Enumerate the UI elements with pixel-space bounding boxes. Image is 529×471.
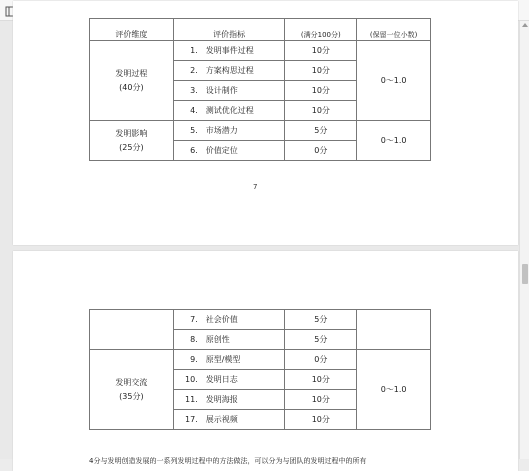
indicator-cell: [173, 101, 285, 121]
table-row: [90, 350, 431, 370]
pdf-page: [13, 1, 518, 245]
indicator-label: 市场潜力: [205, 126, 238, 135]
points-cell: 0分: [285, 350, 357, 370]
points-cell: 10分: [285, 390, 357, 410]
table-row: [90, 310, 431, 330]
indicator-number: 6.: [190, 146, 198, 155]
pdf-page: [13, 251, 518, 471]
indicator-number: 7.: [190, 315, 198, 324]
category-name: 发明影响: [115, 128, 148, 138]
table-row: [90, 121, 431, 141]
indicator-label: 方案构思过程: [205, 66, 254, 75]
points-cell: 10分: [285, 101, 357, 121]
scrollbar-thumb[interactable]: [522, 264, 528, 284]
indicator-cell: [173, 410, 285, 430]
indicator-number: 4.: [190, 106, 198, 115]
points-cell: 5分: [285, 121, 357, 141]
indicator-cell: [173, 310, 285, 330]
indicator-label: 发明海报: [205, 395, 238, 404]
coefficient-range-cell-continued: [357, 310, 431, 350]
category-cell-continued: [90, 310, 174, 350]
indicator-number: 9.: [190, 355, 198, 364]
indicator-label: 价值定位: [205, 146, 238, 155]
table-header-cell: (满分100分): [285, 19, 357, 41]
indicator-label: 测试优化过程: [205, 106, 254, 115]
category-score: (35分): [119, 391, 144, 401]
document-viewer[interactable]: [0, 21, 519, 465]
indicator-number: 5.: [190, 126, 198, 135]
indicator-cell: [173, 370, 285, 390]
table-footnote: 4分与发明创造发展的一系列发明过程中的方法做法，可以分为与团队的发明过程中的所有: [89, 457, 367, 465]
indicator-label: 发明事件过程: [205, 46, 254, 55]
indicator-cell: [173, 390, 285, 410]
indicator-label: 原型/模型: [205, 355, 241, 364]
points-cell: 5分: [285, 310, 357, 330]
indicator-label: 发明日志: [205, 375, 238, 384]
indicator-number: 8.: [190, 335, 198, 344]
coefficient-range-cell: 0～1.0: [357, 350, 431, 430]
category-cell: [90, 350, 174, 430]
indicator-cell: [173, 121, 285, 141]
category-name: 发明交流: [115, 377, 148, 387]
category-name: 发明过程: [115, 68, 148, 78]
indicator-cell: [173, 41, 285, 61]
indicator-number: 17.: [185, 415, 198, 424]
scroll-up-arrow-icon[interactable]: [522, 23, 528, 27]
table-header-cell: (保留一位小数): [357, 19, 431, 41]
indicator-label: 展示视频: [205, 415, 238, 424]
points-cell: 0分: [285, 141, 357, 161]
category-cell: [90, 41, 174, 121]
indicator-cell: [173, 81, 285, 101]
indicator-number: 10.: [185, 375, 198, 384]
indicator-number: 3.: [190, 86, 198, 95]
table-header-cell: 评价指标: [173, 19, 285, 41]
points-cell: 10分: [285, 81, 357, 101]
indicator-cell: [173, 61, 285, 81]
points-cell: 5分: [285, 330, 357, 350]
page-number-footer: 7: [253, 183, 258, 191]
category-score: (40分): [119, 82, 144, 92]
vertical-scrollbar[interactable]: [519, 21, 529, 459]
points-cell: 10分: [285, 41, 357, 61]
indicator-label: 设计制作: [205, 86, 238, 95]
indicator-cell: [173, 141, 285, 161]
indicator-label: 社会价值: [205, 315, 238, 324]
indicator-number: 1.: [190, 46, 198, 55]
coefficient-range-cell: 0～1.0: [357, 41, 431, 121]
points-cell: 10分: [285, 370, 357, 390]
table-header-row: [90, 19, 431, 41]
coefficient-range-cell: 0～1.0: [357, 121, 431, 161]
category-score: (25分): [119, 142, 144, 152]
indicator-number: 11.: [185, 395, 198, 404]
indicator-cell: [173, 330, 285, 350]
score-table: [89, 18, 431, 161]
points-cell: 10分: [285, 61, 357, 81]
category-cell: [90, 121, 174, 161]
points-cell: 10分: [285, 410, 357, 430]
indicator-cell: [173, 350, 285, 370]
table-header-cell: 评价维度: [90, 19, 174, 41]
indicator-label: 原创性: [205, 335, 230, 344]
score-table: [89, 309, 431, 430]
table-row: [90, 41, 431, 61]
indicator-number: 2.: [190, 66, 198, 75]
